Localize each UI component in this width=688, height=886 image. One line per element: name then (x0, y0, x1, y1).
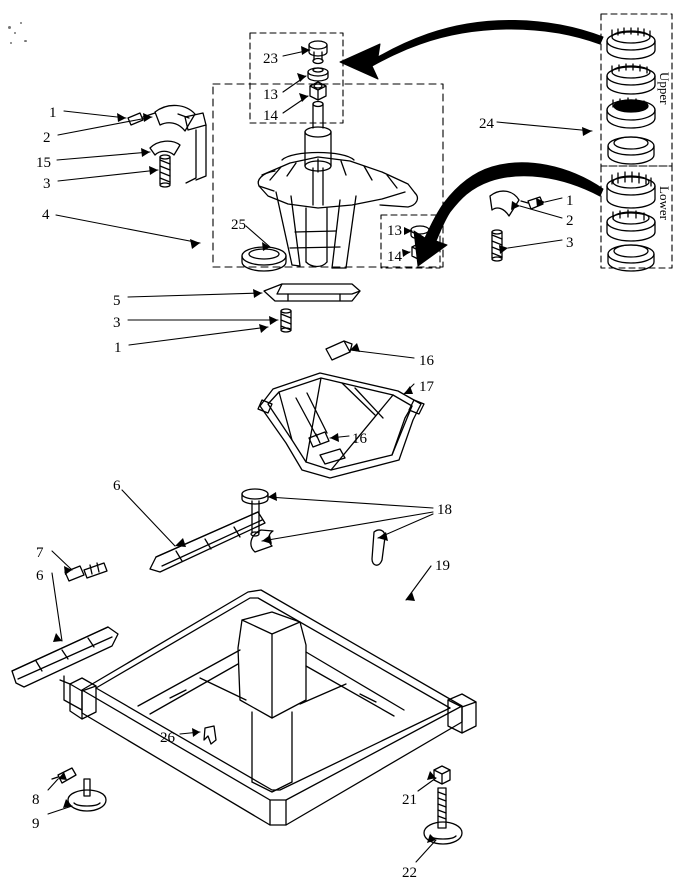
label-upper: Upper (657, 72, 672, 105)
callout-6-lower: 6 (36, 568, 44, 584)
callout-2: 2 (43, 130, 51, 146)
part-6-rail-upper (150, 512, 265, 572)
callout-25: 25 (231, 217, 246, 233)
bearing-ring-3 (607, 98, 655, 128)
callout-16-top: 16 (419, 353, 434, 369)
callout-22: 22 (402, 865, 417, 881)
callout-3-right: 3 (566, 235, 574, 251)
part-7-spring-clip (65, 563, 107, 581)
callout-26: 26 (160, 730, 175, 746)
bearing-ring-7 (608, 245, 654, 271)
scan-speckle (10, 42, 12, 44)
bearing-ring-5 (607, 172, 655, 208)
part-23-screw (309, 41, 327, 64)
part-16-clip-top (326, 341, 352, 360)
callout-7: 7 (36, 545, 44, 561)
callout-9: 9 (32, 816, 40, 832)
part-3-left-spring (160, 155, 170, 187)
callout-8: 8 (32, 792, 40, 808)
label-lower: Lower (657, 186, 672, 220)
part-5-brace (264, 284, 360, 301)
bearing-ring-1 (607, 28, 655, 59)
callout-14-top: 14 (263, 108, 278, 124)
callout-17: 17 (419, 379, 434, 395)
bearing-ring-6 (607, 210, 655, 241)
callout-23: 23 (263, 51, 278, 67)
part-shaft-top (313, 102, 323, 129)
callout-18: 18 (437, 502, 452, 518)
callout-6-upper: 6 (113, 478, 121, 494)
callout-1: 1 (49, 105, 57, 121)
callout-4: 4 (42, 207, 50, 223)
part-9-leveling-foot-left (68, 779, 106, 811)
arrow-upper-bearings (340, 20, 603, 79)
callout-5: 5 (113, 293, 121, 309)
part-26-clip (204, 726, 216, 744)
callout-2-right: 2 (566, 213, 574, 229)
part-19-machine-base (60, 590, 476, 825)
part-15-left-link (150, 141, 180, 155)
callout-15: 15 (36, 155, 51, 171)
part-bracket-left-tab (185, 113, 206, 183)
callout-19: 19 (435, 558, 450, 574)
callout-21: 21 (402, 792, 417, 808)
part-18-upper-stud (242, 489, 268, 536)
dashed-group-main (213, 84, 443, 267)
callout-14-right: 14 (387, 249, 402, 265)
callout-1-right: 1 (566, 193, 574, 209)
part-14-nut (310, 82, 326, 100)
bearing-ring-4 (608, 137, 654, 164)
part-16-clip-inner (309, 432, 329, 447)
scan-speckle (8, 26, 11, 29)
part-3-center-spring (281, 309, 291, 332)
bearing-ring-2 (607, 64, 655, 94)
scan-speckle (20, 22, 22, 24)
scan-speckle (24, 40, 27, 42)
part-21-bolt-right (434, 766, 450, 784)
callout-1-center: 1 (114, 340, 122, 356)
callout-3-center: 3 (113, 315, 121, 331)
callout-16-inner: 16 (352, 431, 367, 447)
part-13-washer (308, 68, 328, 81)
callout-3: 3 (43, 176, 51, 192)
part-4-spider-hub (258, 127, 417, 268)
callout-13-right: 13 (387, 223, 402, 239)
part-17-suspension-ring (258, 373, 424, 478)
part-2-left-bracket (155, 105, 195, 131)
callout-13-top: 13 (263, 87, 278, 103)
callout-24: 24 (479, 116, 494, 132)
scan-speckle (14, 32, 16, 34)
